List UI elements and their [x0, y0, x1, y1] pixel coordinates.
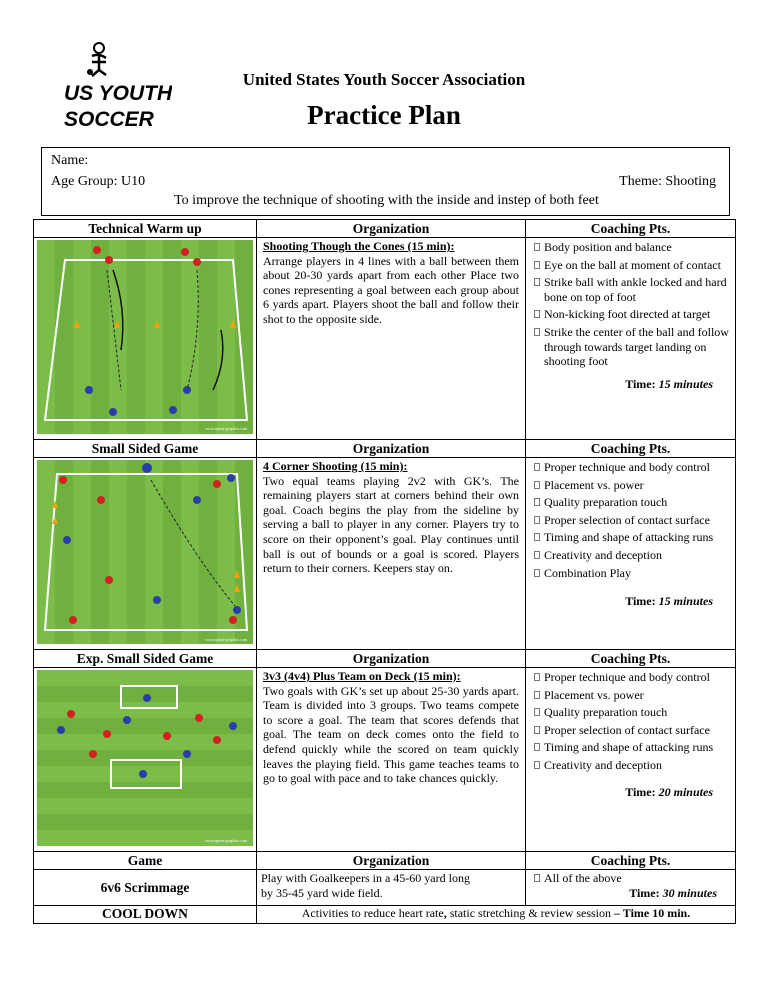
coaching-point: Timing and shape of attacking runs — [534, 530, 729, 545]
game-description-line: by 35-45 yard wide field. — [261, 885, 383, 900]
section-label: Game — [34, 852, 257, 870]
checkbox-icon — [534, 874, 540, 882]
section-header-row — [34, 852, 736, 870]
theme: Theme: Shooting — [619, 174, 716, 189]
checkbox-icon — [534, 743, 540, 751]
organization-name: United States Youth Soccer Association — [242, 70, 526, 89]
session-time: Time: 15 minutes — [625, 594, 713, 609]
organization-header: Organization — [257, 852, 526, 870]
coaching-point: All of the above — [534, 871, 729, 886]
organization-header: Organization — [257, 650, 526, 668]
coaching-points-cell — [526, 458, 736, 650]
section-row — [34, 238, 736, 440]
cooldown-row — [34, 906, 736, 924]
coaching-points-cell — [526, 870, 736, 906]
organization-cell — [257, 668, 526, 852]
field-diagram — [37, 240, 253, 434]
coaching-point: Creativity and deception — [534, 548, 729, 563]
coaching-point: Combination Play — [534, 566, 729, 581]
image-credit: www.sports-graphics.com — [205, 838, 247, 843]
checkbox-icon — [534, 261, 540, 269]
checkbox-icon — [534, 278, 540, 286]
info-box — [41, 147, 730, 216]
coaching-points-header: Coaching Pts. — [526, 220, 736, 238]
coaching-points-cell — [526, 238, 736, 440]
organization-header: Organization — [257, 440, 526, 458]
checkbox-icon — [534, 708, 540, 716]
section-header-row — [34, 440, 736, 458]
organization-header: Organization — [257, 220, 526, 238]
section-label: Small Sided Game — [34, 440, 257, 458]
activity-title: 3v3 (4v4) Plus Team on Deck (15 min): — [263, 669, 461, 683]
session-time: Time: 30 minutes — [629, 885, 717, 900]
coaching-points-list — [526, 668, 735, 773]
section-header-row — [34, 220, 736, 238]
session-time: Time: 20 minutes — [625, 784, 713, 799]
logo-text-bottom: SOCCER — [64, 108, 154, 131]
coaching-point: Proper technique and body control — [534, 670, 729, 685]
checkbox-icon — [534, 726, 540, 734]
activity-description: Arrange players in 4 lines with a ball between them about 20-30 yards apart from each other Place two cones representing a goal between each group about 6 yards apart. Players shoot the ball and follow their shot to the opposite side. — [263, 253, 519, 326]
cooldown-label: COOL DOWN — [34, 906, 257, 924]
coaching-point: Quality preparation touch — [534, 705, 729, 720]
section-row — [34, 870, 736, 906]
game-name: 6v6 Scrimmage — [34, 870, 257, 906]
coaching-point: Placement vs. power — [534, 478, 729, 493]
coaching-points-list — [526, 458, 735, 580]
checkbox-icon — [534, 551, 540, 559]
objective: To improve the technique of shooting with the inside and instep of both feet — [174, 193, 599, 208]
section-label: Technical Warm up — [34, 220, 257, 238]
section-row — [34, 668, 736, 852]
section-label: Exp. Small Sided Game — [34, 650, 257, 668]
age-group: Age Group: U10 — [51, 174, 146, 189]
name-label: Name: — [51, 153, 89, 168]
organization-cell — [257, 238, 526, 440]
organization-cell — [257, 458, 526, 650]
coaching-points-header: Coaching Pts. — [526, 650, 736, 668]
checkbox-icon — [534, 243, 540, 251]
coaching-point: Body position and balance — [534, 240, 729, 255]
diagram-cell — [34, 238, 257, 440]
coaching-point: Eye on the ball at moment of contact — [534, 258, 729, 273]
coaching-points-list — [526, 238, 735, 369]
checkbox-icon — [534, 498, 540, 506]
coaching-point: Strike the center of the ball and follow through towards target landing on shooting foot — [534, 325, 729, 369]
cooldown-text: Activities to reduce heart rate, static stretching & review session – Time 10 min. — [257, 906, 736, 924]
coaching-point: Quality preparation touch — [534, 495, 729, 510]
page-title: Practice Plan — [307, 100, 461, 130]
checkbox-icon — [534, 533, 540, 541]
coaching-point: Placement vs. power — [534, 688, 729, 703]
checkbox-icon — [534, 463, 540, 471]
checkbox-icon — [534, 761, 540, 769]
checkbox-icon — [534, 516, 540, 524]
coaching-point: Proper selection of contact surface — [534, 723, 729, 738]
checkbox-icon — [534, 328, 540, 336]
logo-text-top: US YOUTH — [64, 82, 172, 105]
coaching-point: Proper selection of contact surface — [534, 513, 729, 528]
session-time: Time: 15 minutes — [625, 376, 713, 391]
coaching-point: Timing and shape of attacking runs — [534, 740, 729, 755]
field-diagram — [37, 670, 253, 846]
checkbox-icon — [534, 481, 540, 489]
coaching-points-list — [526, 870, 735, 886]
coaching-point: Strike ball with ankle locked and hard bone on top of foot — [534, 275, 729, 304]
checkbox-icon — [534, 569, 540, 577]
section-header-row — [34, 650, 736, 668]
diagram-cell — [34, 458, 257, 650]
field-diagram — [37, 460, 253, 644]
coaching-point: Proper technique and body control — [534, 460, 729, 475]
section-row — [34, 458, 736, 650]
checkbox-icon — [534, 673, 540, 681]
game-description-line: Play with Goalkeepers in a 45-60 yard long — [261, 871, 470, 885]
coaching-points-header: Coaching Pts. — [526, 852, 736, 870]
activity-title: Shooting Though the Cones (15 min): — [263, 239, 455, 253]
activity-description: Two equal teams playing 2v2 with GK’s. The remaining players start at corners behind their own goal. Coach begins the play from the sideline by serving a ball to player in any corner. Players try to score on their opponent’s goal. Play continues until ball is out of bounds or a goal is scored. Players return to their corners. Keepers stay on. — [263, 473, 519, 576]
coaching-points-header: Coaching Pts. — [526, 440, 736, 458]
practice-plan-table — [33, 219, 736, 924]
organization-cell — [257, 870, 526, 906]
image-credit: www.sports-graphics.com — [205, 637, 247, 642]
image-credit: www.sports-graphics.com — [205, 426, 247, 431]
coaching-point: Creativity and deception — [534, 758, 729, 773]
coaching-point: Non-kicking foot directed at target — [534, 307, 729, 322]
diagram-cell — [34, 668, 257, 852]
activity-description: Two goals with GK’s set up about 25-30 yards apart. Team is divided into 3 groups. Two teams compete to score a goal. The team that scores defends that goal. The team on deck comes onto the field to defend quickly while the scored on team quickly leaves the playing field. This game teaches teams to go to goal with pace and to take chances quickly. — [263, 683, 519, 786]
checkbox-icon — [534, 310, 540, 318]
checkbox-icon — [534, 691, 540, 699]
coaching-points-cell — [526, 668, 736, 852]
activity-title: 4 Corner Shooting (15 min): — [263, 459, 408, 473]
